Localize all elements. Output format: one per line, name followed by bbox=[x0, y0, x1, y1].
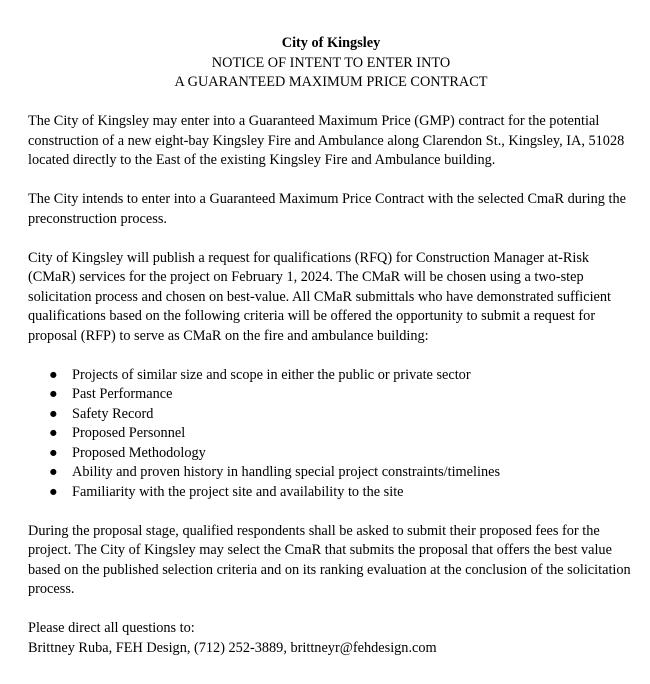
criteria-item-label: Projects of similar size and scope in either the public or private sector bbox=[72, 366, 471, 383]
criteria-list bbox=[28, 366, 634, 503]
criteria-item-label: Past Performance bbox=[72, 386, 173, 402]
list-item bbox=[28, 424, 634, 444]
bullet-icon: ● bbox=[49, 464, 58, 480]
list-item bbox=[28, 463, 634, 483]
list-item bbox=[28, 366, 634, 386]
notice-heading-line-1: NOTICE OF INTENT TO ENTER INTO bbox=[211, 54, 451, 71]
intro-paragraph: The City of Kingsley may enter into a Guaranteed Maximum Price (GMP) contract for the potential construction of a new eight-bay Kingsley Fire and Ambulance along Clarendon St., Kingsley, IA, 51028 located directly to the East of the existing Kingsley Fire and Ambulance building. bbox=[28, 113, 625, 168]
criteria-item-label: Proposed Methodology bbox=[72, 444, 206, 461]
intent-paragraph: The City intends to enter into a Guaranteed Maximum Price Contract with the selected CmaR during the preconstruction process. bbox=[28, 191, 626, 227]
list-item bbox=[28, 405, 634, 425]
notice-heading-line-2: A GUARANTEED MAXIMUM PRICE CONTRACT bbox=[174, 74, 488, 90]
notice-title: City of Kingsley bbox=[281, 35, 381, 51]
bullet-icon: ● bbox=[49, 425, 58, 441]
bullet-icon: ● bbox=[49, 405, 58, 422]
bullet-icon: ● bbox=[49, 444, 58, 461]
bullet-icon: ● bbox=[49, 386, 58, 402]
contact-prompt: Please direct all questions to: bbox=[28, 620, 195, 636]
criteria-item-label: Ability and proven history in handling special project constraints/timelines bbox=[72, 464, 501, 480]
proposal-paragraph: During the proposal stage, qualified respondents shall be asked to submit their proposed fees for the project. The City of Kingsley may select the CmaR that submits the proposal that offers the best value based on the published selection criteria and on its ranking evaluation at the conclusion of the solicitation process. bbox=[28, 522, 631, 597]
criteria-item-label: Safety Record bbox=[72, 405, 154, 422]
contact-details: Brittney Ruba, FEH Design, (712) 252-3889, brittneyr@fehdesign.com bbox=[28, 639, 437, 656]
contact-block bbox=[28, 619, 634, 658]
list-item bbox=[28, 444, 634, 464]
list-item bbox=[28, 385, 634, 405]
criteria-item-label: Familiarity with the project site and availability to the site bbox=[72, 483, 404, 500]
bullet-icon: ● bbox=[49, 483, 58, 500]
notice-header bbox=[28, 34, 634, 93]
bullet-icon: ● bbox=[49, 366, 58, 383]
list-item bbox=[28, 483, 634, 503]
notice-document bbox=[28, 34, 634, 658]
rfq-paragraph: City of Kingsley will publish a request for qualifications (RFQ) for Construction Manager at-Risk (CMaR) services for the project on February 1, 2024. The CMaR will be chosen using a two-step solicitation process and chosen on best-value. All CMaR submittals who have demonstrated sufficient qualifications based on the following criteria will be offered the opportunity to submit a request for proposal (RFP) to serve as CMaR on the fire and ambulance building: bbox=[28, 249, 612, 344]
criteria-item-label: Proposed Personnel bbox=[72, 425, 186, 441]
